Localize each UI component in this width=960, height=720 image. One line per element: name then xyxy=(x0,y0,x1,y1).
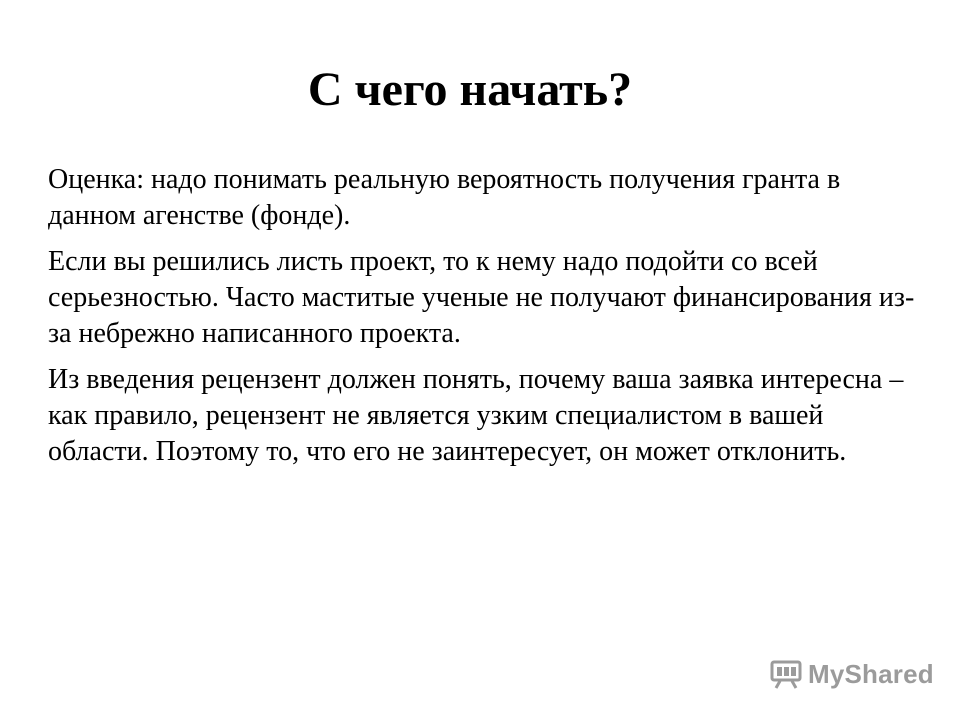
paragraph-introduction: Из введения рецензент должен понять, почему ваша заявка интересна – как правило, рецензент не является узким специалистом в вашей области. Поэтому то, что его не заинтересует, он может отклонить. xyxy=(48,364,904,467)
slide-body xyxy=(48,162,928,480)
watermark-text: MyShared xyxy=(808,658,934,689)
paragraph-seriousness: Если вы решились листь проект, то к нему надо подойти со всей серьезностью. Часто маститые ученые не получают финансирования из-за небрежно написанного проекта. xyxy=(48,246,915,349)
presentation-board-icon xyxy=(770,659,802,689)
paragraph-assessment: Оценка: надо понимать реальную вероятность получения гранта в данном агенстве (фонде). xyxy=(48,164,841,231)
slide-title: С чего начать? xyxy=(307,63,633,116)
watermark xyxy=(770,656,934,692)
